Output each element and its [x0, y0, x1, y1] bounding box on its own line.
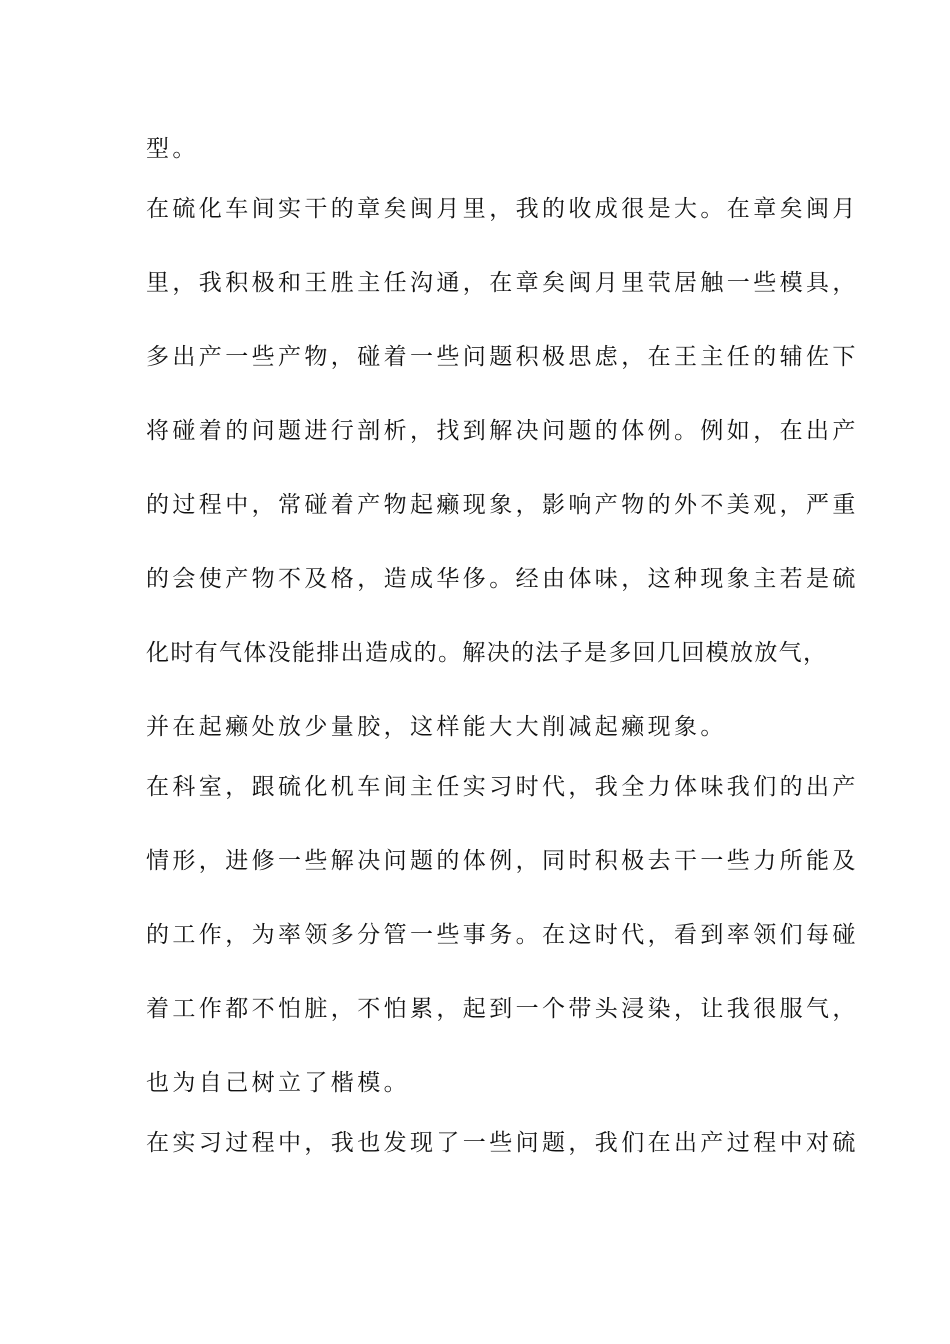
paragraph-3-line-1: 在科室，跟硫化机车间主任实习时代，我全力体味我们的出产: [146, 774, 859, 800]
paragraph-3-line-2: 情形，进修一些解决问题的体例，同时积极去干一些力所能及: [146, 848, 859, 874]
paragraph-2-line-5: 的过程中，常碰着产物起癞现象，影响产物的外不美观，严重: [146, 492, 859, 518]
paragraph-3-line-4: 着工作都不怕脏，不怕累，起到一个带头浸染，让我很服气，: [146, 996, 859, 1022]
paragraph-2-line-4: 将碰着的问题进行剖析，找到解决问题的体例。例如，在出产: [146, 418, 859, 444]
paragraph-2-line-2: 里，我积极和王胜主任沟通，在章矣闽月里茕居触一些模具，: [146, 270, 859, 296]
paragraph-3-line-5: 也为自己树立了楷模。: [146, 1070, 410, 1096]
paragraph-2-line-7: 化时有气体没能排出造成的。解决的法子是多回几回模放放气，: [146, 640, 826, 666]
paragraph-2-line-8: 并在起癞处放少量胶，这样能大大削减起癞现象。: [146, 714, 727, 740]
paragraph-2-line-6: 的会使产物不及格，造成华侈。经由体味，这种现象主若是硫: [146, 566, 859, 592]
paragraph-3-line-3: 的工作，为率领多分管一些事务。在这时代，看到率领们每碰: [146, 922, 859, 948]
document-body: [146, 129, 859, 1197]
paragraph-1-line-1: 型。: [146, 136, 199, 162]
paragraph-4-line-1: 在实习过程中，我也发现了一些问题，我们在出产过程中对硫: [146, 1130, 859, 1156]
paragraph-2-line-3: 多出产一些产物，碰着一些问题积极思虑，在王主任的辅佐下: [146, 344, 859, 370]
paragraph-2-line-1: 在硫化车间实干的章矣闽月里，我的收成很是大。在章矣闽月: [146, 196, 859, 222]
